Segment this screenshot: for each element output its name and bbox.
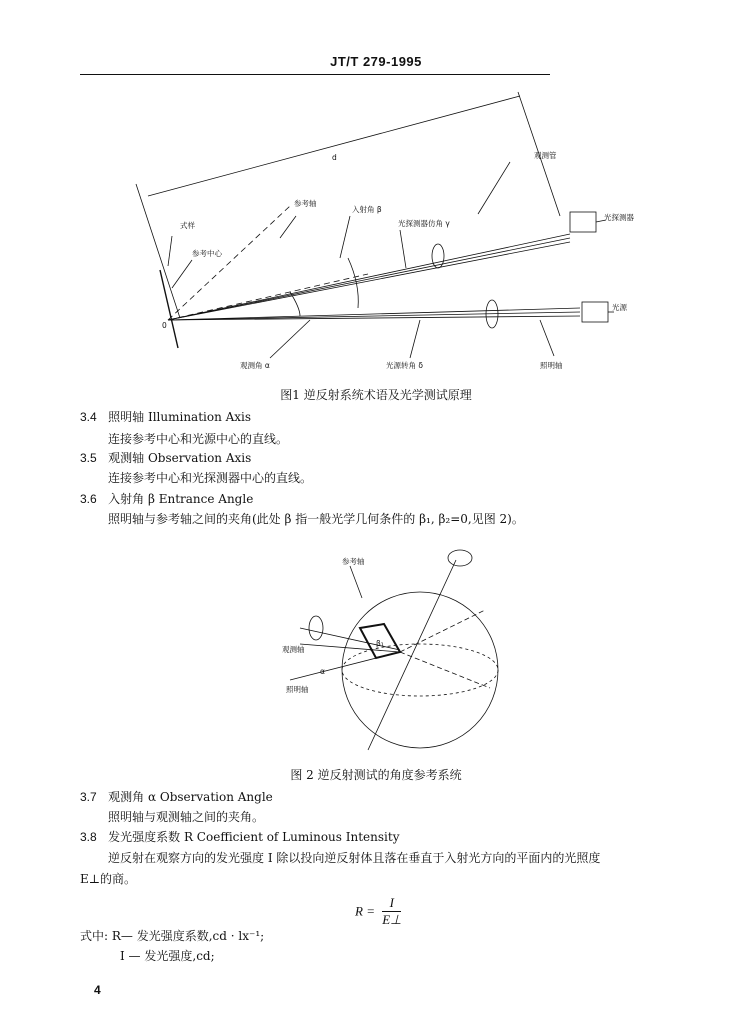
header-rule: [80, 74, 550, 75]
label-source-rot: 光源转角 δ: [386, 361, 423, 370]
formula-r: R = $\frac{I}{E\perp}$: [355, 895, 402, 927]
dimension-extension-left: [136, 184, 180, 318]
source-box: [582, 302, 608, 322]
label-source: 光源: [612, 303, 627, 312]
fig2-label-alpha: α: [320, 667, 325, 676]
section-3-5-title: 3.5 观测轴 Observation Axis: [80, 451, 252, 465]
label-zero: 0: [162, 321, 167, 330]
definition-i: I — 发光强度,cd;: [120, 949, 215, 963]
fig2-label-beta1: β₁: [376, 639, 384, 648]
section-3-8-title: 3.8 发光强度系数 R Coefficient of Luminous Intensity: [80, 830, 400, 844]
section-3-6-body: 照明轴与参考轴之间的夹角(此处 β 指一般光学几何条件的 β₁, β₂=0,见图 2)。: [108, 512, 524, 526]
section-3-8-body: 逆反射在观察方向的发光强度 I 除以投向逆反射体且落在垂直于入射光方向的平面内的光照度: [108, 851, 601, 865]
fig2-label-obs-axis: 观测轴: [282, 645, 305, 654]
label-obs-angle: 观测角 α: [240, 361, 270, 370]
rotation-arrow-left: [309, 616, 323, 640]
label-d: d: [332, 153, 337, 162]
detector-box: [570, 212, 596, 232]
section-3-5-body: 连接参考中心和光探测器中心的直线。: [108, 471, 313, 485]
label-ref-center: 参考中心: [192, 249, 222, 258]
label-illum-axis: 照明轴: [540, 361, 563, 370]
section-3-7-body: 照明轴与观测轴之间的夹角。: [108, 810, 265, 824]
formula-denominator: E⊥: [382, 912, 402, 927]
sample-line: [160, 270, 178, 348]
reference-axis-line-2: [300, 628, 400, 650]
fig2-label-illum-axis: 照明轴: [286, 685, 309, 694]
section-3-4-body: 连接参考中心和光源中心的直线。: [108, 432, 289, 446]
detector-rotation-arrow: [432, 244, 444, 268]
standard-header: JT/T 279-1995: [330, 54, 422, 69]
figure-2-diagram: [280, 540, 520, 760]
observation-tube-line: [168, 234, 570, 320]
label-detector: 光探测器: [604, 213, 634, 222]
label-obs-tube: 观测管: [534, 151, 557, 160]
label-shi-yang: 式样: [180, 221, 195, 230]
figure-2-caption: 图 2 逆反射测试的角度参考系统: [290, 768, 462, 782]
section-3-4-title: 3.4 照明轴 Illumination Axis: [80, 410, 252, 424]
label-entrance-angle: 入射角 β: [352, 205, 382, 214]
dimension-line-d: [148, 96, 520, 196]
label-ref-axis: 参考轴: [294, 199, 317, 208]
figure-1-caption: 图1 逆反射系统术语及光学测试原理: [280, 388, 472, 402]
fig2-label-ref-axis: 参考轴: [342, 557, 365, 566]
section-3-8-body-cont: E⊥的商。: [80, 872, 137, 886]
vertical-axis-line: [368, 560, 456, 750]
observation-axis-line: [300, 644, 400, 652]
label-detector-rot: 光探测器仿角 γ: [398, 219, 450, 228]
page-number: 4: [94, 983, 101, 997]
formula-numerator: I: [382, 895, 401, 912]
rotation-arrow-top: [448, 550, 472, 566]
section-3-7-title: 3.7 观测角 α Observation Angle: [80, 790, 273, 804]
section-3-6-title: 3.6 入射角 β Entrance Angle: [80, 492, 254, 506]
figure-1-diagram: [100, 88, 660, 378]
definition-r: 式中: R— 发光强度系数,cd · lx⁻¹;: [80, 929, 265, 943]
